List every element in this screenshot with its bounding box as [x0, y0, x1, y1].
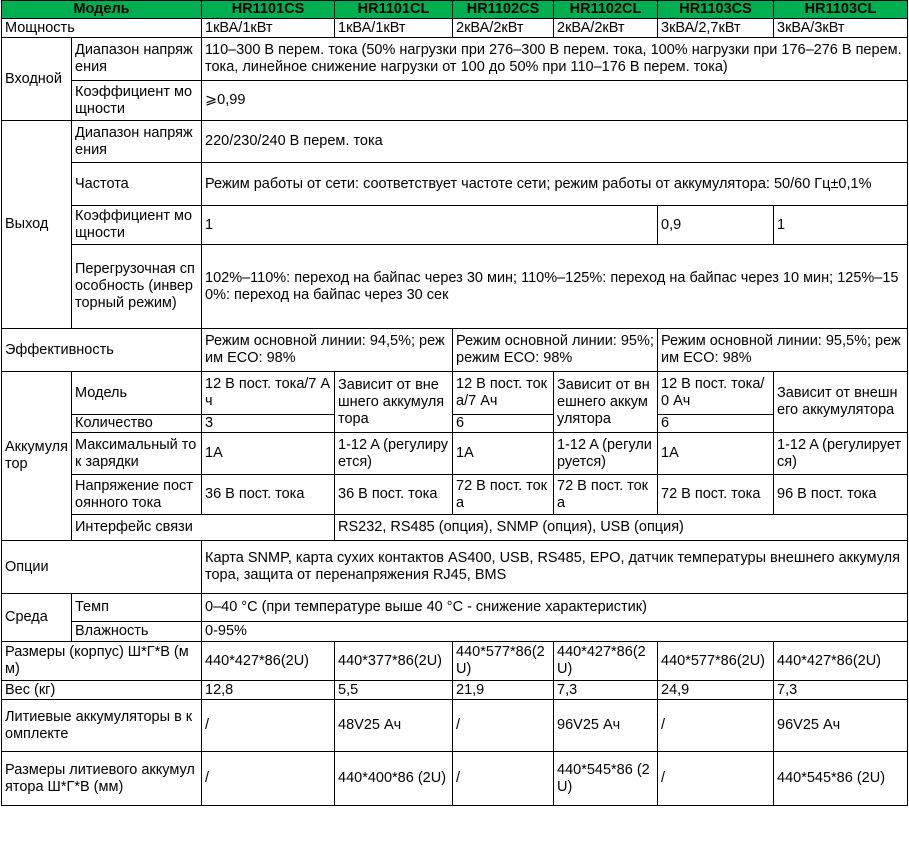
output-overload-value: 102%–110%: переход на байпас через 30 мин; 110%–125%: переход на байпас через 10 мин; 125%–150%: переход на байпас через 30 сек	[202, 245, 908, 329]
battery-model-value: 12 В пост. тока/0 Ач	[658, 372, 774, 415]
battery-quantity-value: 6	[453, 415, 554, 433]
power-value: 3кВА/3кВт	[774, 19, 908, 38]
dimensions-row	[2, 642, 908, 681]
weight-label: Вес (кг)	[2, 681, 202, 700]
battery-dc-voltage-row	[2, 475, 908, 515]
output-voltage-label: Диапазон напряжения	[72, 121, 202, 163]
lithium-dimensions-value: 440*545*86 (2U)	[774, 752, 908, 806]
output-overload-row	[2, 245, 908, 329]
output-frequency-value: Режим работы от сети: соответствует частоте сети; режим работы от аккумулятора: 50/60 Гц±0,1%	[202, 163, 908, 206]
efficiency-value: Режим основной линии: 94,5%; режим ECO: 98%	[202, 329, 453, 372]
weight-value: 12,8	[202, 681, 335, 700]
interface-label: Интерфейс связи	[72, 515, 335, 541]
lithium-dimensions-row	[2, 752, 908, 806]
battery-model-value: Зависит от внешнего аккумулятора	[554, 372, 658, 433]
model-name: HR1103CS	[658, 1, 774, 19]
weight-row	[2, 681, 908, 700]
environment-humidity-label: Влажность	[72, 622, 202, 642]
output-voltage-value: 220/230/240 В перем. тока	[202, 121, 908, 163]
efficiency-value: Режим основной линии: 95%; режим ECO: 98%	[453, 329, 658, 372]
lithium-included-label: Литиевые аккумуляторы в комплекте	[2, 700, 202, 752]
environment-category: Среда	[2, 594, 72, 642]
output-pf-value: 0,9	[658, 206, 774, 245]
lithium-included-value: /	[202, 700, 335, 752]
battery-dc-voltage-value: 72 В пост. тока	[554, 475, 658, 515]
battery-charge-value: 1-12 A (регулируется)	[774, 433, 908, 475]
dimensions-value: 440*427*86(2U)	[554, 642, 658, 681]
output-voltage-row	[2, 121, 908, 163]
output-overload-label: Перегрузочная способность (инверторный режим)	[72, 245, 202, 329]
battery-model-value: 12 В пост. тока/7 Ач	[453, 372, 554, 415]
input-pf-row	[2, 81, 908, 121]
dimensions-value: 440*577*86(2U)	[658, 642, 774, 681]
input-voltage-row	[2, 38, 908, 81]
input-voltage-label: Диапазон напряжения	[72, 38, 202, 81]
battery-charge-value: 1A	[453, 433, 554, 475]
output-category: Выход	[2, 121, 72, 329]
battery-charge-value: 1A	[202, 433, 335, 475]
model-name: HR1101CS	[202, 1, 335, 19]
model-name: HR1102CS	[453, 1, 554, 19]
lithium-dimensions-value: /	[453, 752, 554, 806]
battery-model-label: Модель	[72, 372, 202, 415]
interface-row	[2, 515, 908, 541]
weight-value: 24,9	[658, 681, 774, 700]
battery-charge-label: Максимальный ток зарядки	[72, 433, 202, 475]
lithium-included-value: 48V25 Ач	[335, 700, 453, 752]
battery-dc-voltage-value: 72 В пост. тока	[453, 475, 554, 515]
power-row	[2, 19, 908, 38]
weight-value: 5,5	[335, 681, 453, 700]
battery-charge-value: 1A	[658, 433, 774, 475]
battery-model-value: Зависит от внешнего аккумулятора	[335, 372, 453, 433]
output-frequency-row	[2, 163, 908, 206]
lithium-included-value: 96V25 Ач	[554, 700, 658, 752]
battery-dc-voltage-label: Напряжение постоянного тока	[72, 475, 202, 515]
environment-temp-row	[2, 594, 908, 622]
input-pf-value: ⩾0,99	[202, 81, 908, 121]
battery-model-value: 12 В пост. тока/7 Ач	[202, 372, 335, 415]
output-pf-value: 1	[774, 206, 908, 245]
battery-category: Аккумулятор	[2, 372, 72, 541]
efficiency-value: Режим основной линии: 95,5%; режим ECO: 98%	[658, 329, 908, 372]
power-value: 2кВА/2кВт	[453, 19, 554, 38]
battery-charge-row	[2, 433, 908, 475]
output-pf-value: 1	[202, 206, 658, 245]
efficiency-label: Эффективность	[2, 329, 202, 372]
lithium-dimensions-value: /	[202, 752, 335, 806]
dimensions-value: 440*577*86(2U)	[453, 642, 554, 681]
dimensions-label: Размеры (корпус) Ш*Г*В (мм)	[2, 642, 202, 681]
lithium-dimensions-value: /	[658, 752, 774, 806]
battery-quantity-value: 3	[202, 415, 335, 433]
battery-quantity-value: 6	[658, 415, 774, 433]
lithium-dimensions-label: Размеры литиевого аккумулятора Ш*Г*В (мм)	[2, 752, 202, 806]
battery-charge-value: 1-12 A (регулируется)	[554, 433, 658, 475]
environment-temp-label: Темп	[72, 594, 202, 622]
lithium-included-row	[2, 700, 908, 752]
power-value: 1кВА/1кВт	[335, 19, 453, 38]
model-name: HR1103CL	[774, 1, 908, 19]
battery-dc-voltage-value: 96 В пост. тока	[774, 475, 908, 515]
options-value: Карта SNMP, карта сухих контактов AS400, USB, RS485, EPO, датчик температуры внешнего аккумулятора, защита от перенапряжения RJ45, BMS	[202, 541, 908, 594]
lithium-dimensions-value: 440*400*86 (2U)	[335, 752, 453, 806]
output-pf-row	[2, 206, 908, 245]
lithium-included-value: 96V25 Ач	[774, 700, 908, 752]
input-voltage-value: 110–300 В перем. тока (50% нагрузки при 276–300 В перем. тока, 100% нагрузки при 176–276 В перем. тока, линейное снижение нагрузки от 100 до 50% при 110–176 В перем. тока)	[202, 38, 908, 81]
weight-value: 7,3	[554, 681, 658, 700]
battery-model-row	[2, 372, 908, 415]
battery-dc-voltage-value: 36 В пост. тока	[335, 475, 453, 515]
input-pf-label: Коэффициент мощности	[72, 81, 202, 121]
power-value: 3кВА/2,7кВт	[658, 19, 774, 38]
power-value: 1кВА/1кВт	[202, 19, 335, 38]
battery-model-value: Зависит от внешнего аккумулятора	[774, 372, 908, 433]
battery-dc-voltage-value: 36 В пост. тока	[202, 475, 335, 515]
environment-temp-value: 0–40 °C (при температуре выше 40 °C - снижение характеристик)	[202, 594, 908, 622]
lithium-dimensions-value: 440*545*86 (2U)	[554, 752, 658, 806]
header-row	[2, 1, 908, 19]
output-frequency-label: Частота	[72, 163, 202, 206]
input-category: Входной	[2, 38, 72, 121]
environment-humidity-value: 0-95%	[202, 622, 908, 642]
interface-value: RS232, RS485 (опция), SNMP (опция), USB (опция)	[335, 515, 908, 541]
battery-quantity-row	[2, 415, 908, 433]
power-value: 2кВА/2кВт	[554, 19, 658, 38]
weight-value: 7,3	[774, 681, 908, 700]
dimensions-value: 440*427*86(2U)	[202, 642, 335, 681]
options-label: Опции	[2, 541, 202, 594]
options-row	[2, 541, 908, 594]
output-pf-label: Коэффициент мощности	[72, 206, 202, 245]
efficiency-row	[2, 329, 908, 372]
model-name: HR1101CL	[335, 1, 453, 19]
battery-dc-voltage-value: 72 В пост. тока	[658, 475, 774, 515]
lithium-included-value: /	[658, 700, 774, 752]
dimensions-value: 440*377*86(2U)	[335, 642, 453, 681]
battery-quantity-label: Количество	[72, 415, 202, 433]
model-name: HR1102CL	[554, 1, 658, 19]
environment-humidity-row	[2, 622, 908, 642]
spec-table	[1, 0, 908, 806]
weight-value: 21,9	[453, 681, 554, 700]
power-label: Мощность	[2, 19, 202, 38]
battery-charge-value: 1-12 A (регулируется)	[335, 433, 453, 475]
model-header: Модель	[2, 1, 202, 19]
dimensions-value: 440*427*86(2U)	[774, 642, 908, 681]
lithium-included-value: /	[453, 700, 554, 752]
